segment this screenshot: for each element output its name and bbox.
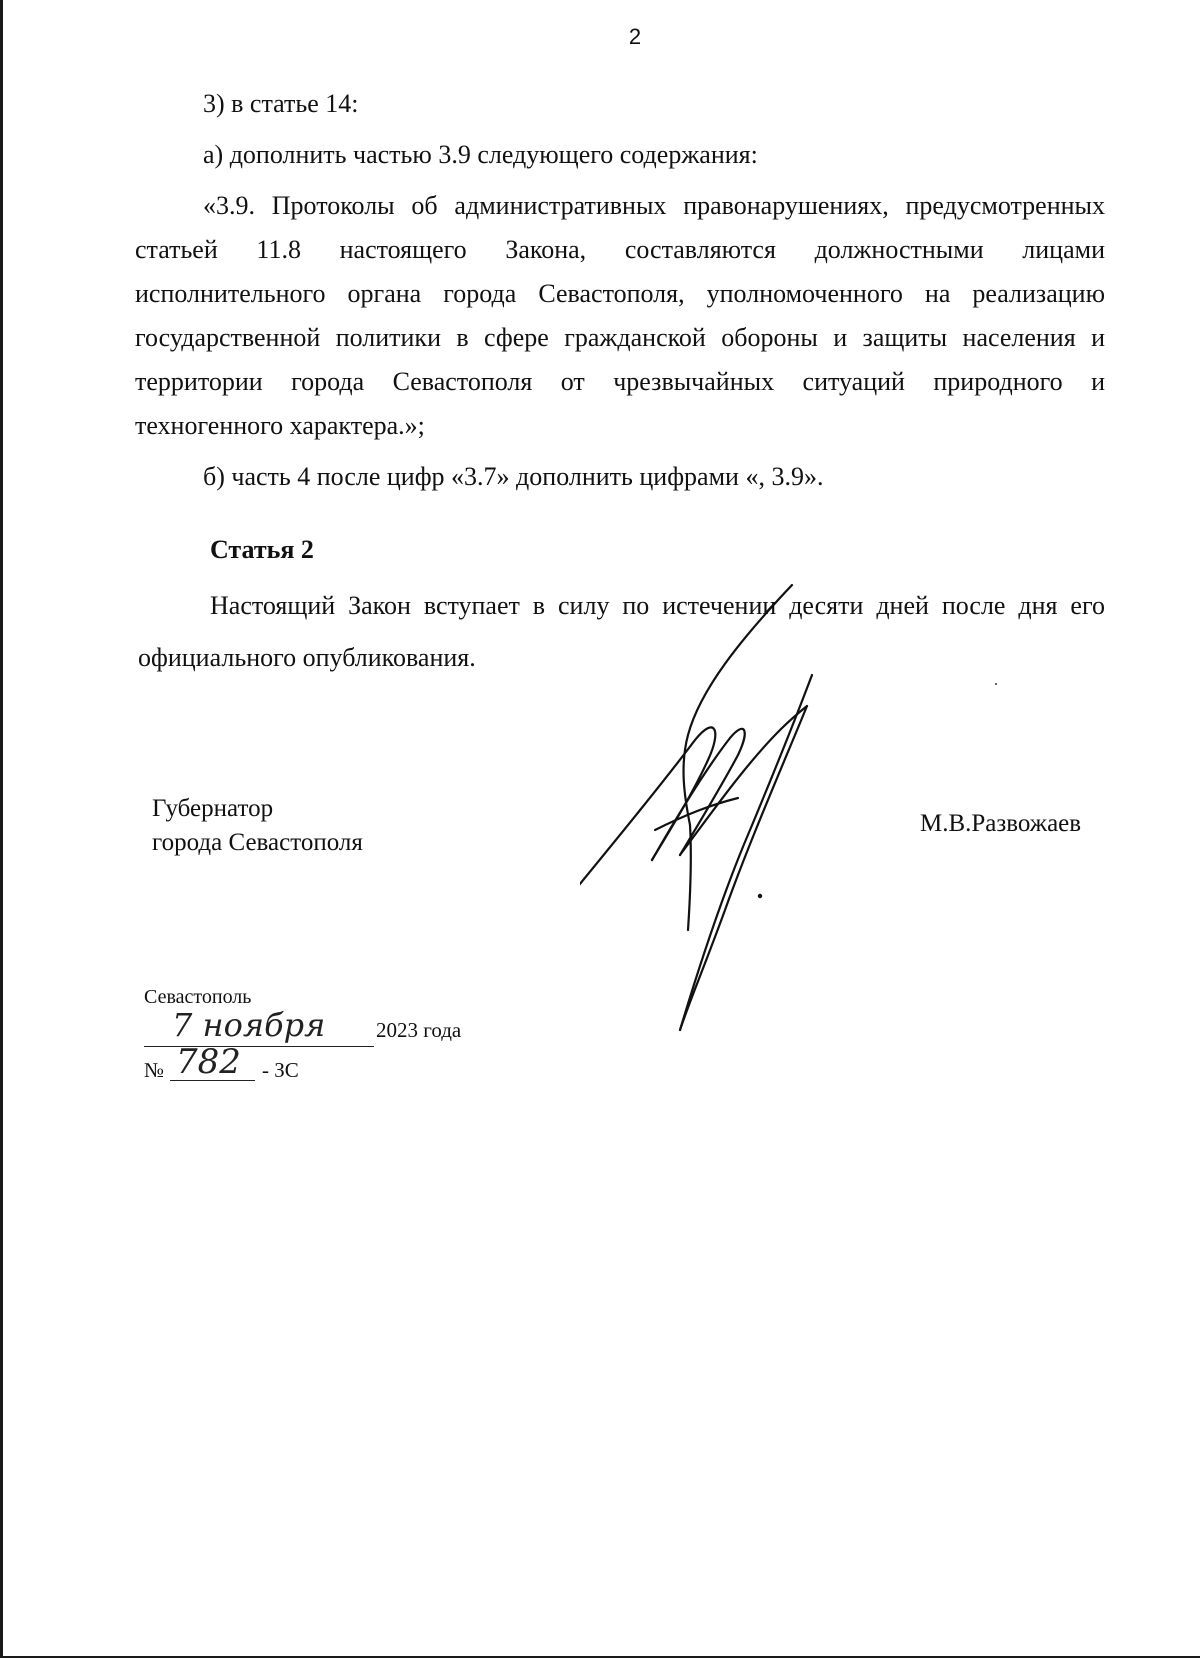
handwritten-signature-icon xyxy=(580,580,880,1040)
signatory-title-line2: города Севастополя xyxy=(152,829,363,856)
scan-dot xyxy=(995,683,997,685)
signing-year: 2023 года xyxy=(376,1018,462,1042)
signatory-name: М.В.Развожаев xyxy=(920,810,1082,837)
page-number: 2 xyxy=(628,24,642,49)
amendment-text xyxy=(135,82,1105,499)
page-border-left xyxy=(0,0,3,1658)
article-body: Настоящий Закон вступает в силу по истечении десяти дней после дня его официального опубликования. xyxy=(138,591,1105,672)
handwritten-date: 7 ноября xyxy=(172,1006,326,1044)
signatory-title-line1: Губернатор xyxy=(152,795,274,822)
paragraph-subitem-b: б) часть 4 после цифр «3.7» дополнить цифрами «, 3.9». xyxy=(203,462,824,491)
paragraph-subitem-a: а) дополнить частью 3.9 следующего содержания: xyxy=(203,140,758,169)
number-suffix: - ЗС xyxy=(262,1058,299,1082)
handwritten-number: 782 xyxy=(176,1042,241,1082)
number-label: № xyxy=(144,1058,165,1082)
number-field xyxy=(170,1040,255,1081)
signing-place: Севастополь xyxy=(144,986,252,1008)
paragraph-item-3: 3) в статье 14: xyxy=(203,89,359,118)
article-heading: Статья 2 xyxy=(210,535,314,564)
signatory-title xyxy=(152,792,363,860)
paragraph-quote-3-9: «3.9. Протоколы об административных правонарушениях, предусмотренных статьей 11.8 настоящего Закона, составляются должностными лицами исполнительного органа города Севастополя, уполномоченного на реализацию государственной политики в сфере гражданской обороны и защиты населения и территории города Севастополя от чрезвычайных ситуаций природного и техногенного характера.»; xyxy=(135,191,1105,440)
